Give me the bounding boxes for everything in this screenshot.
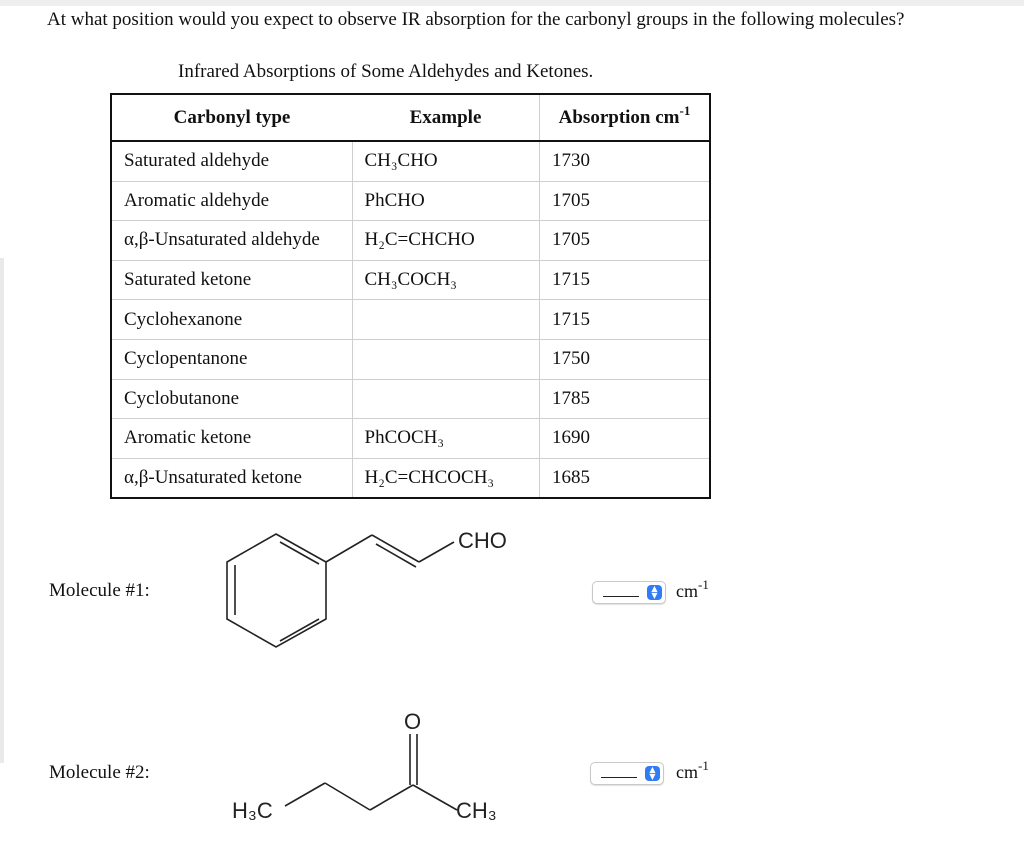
table-row: [111, 181, 710, 221]
cell-absorption: 1715: [540, 300, 711, 340]
header-absorption: Absorption $cm^{-1}$: [540, 94, 711, 141]
molecule-2-structure: [220, 706, 540, 836]
molecule-1-structure: [220, 520, 540, 650]
cell-absorption: 1750: [540, 339, 711, 379]
molecule-2-label: Molecule #2:: [49, 762, 150, 783]
ir-absorption-table: [110, 93, 711, 499]
cell-carbonyl-type: Cyclobutanone: [111, 379, 352, 419]
molecule-2-ch3-label: CH₃: [456, 798, 497, 823]
table-row: [111, 141, 710, 181]
select-arrows-icon: ▲ ▼: [645, 766, 660, 781]
cell-absorption: 1705: [540, 221, 711, 261]
cell-carbonyl-type: Aromatic aldehyde: [111, 181, 352, 221]
table-row: [111, 419, 710, 459]
molecule-1-label: Molecule #1:: [49, 580, 150, 601]
cell-example: CH₃CHO: [352, 141, 540, 181]
cell-carbonyl-type: α,β-Unsaturated ketone: [111, 458, 352, 498]
header-unit-exponent: -1: [679, 102, 691, 118]
top-bar: [0, 0, 1024, 6]
cell-absorption: 1690: [540, 419, 711, 459]
molecule-1-select-blank: [603, 596, 639, 597]
cell-absorption: 1730: [540, 141, 711, 181]
cell-absorption: 1685: [552, 467, 590, 489]
table-row: [111, 339, 710, 379]
molecule-1-cho-label: CHO: [458, 528, 507, 553]
cell-absorption: 1705: [540, 181, 711, 221]
cell-example: H₂C=CHCHO: [352, 221, 540, 261]
table-caption: Infrared Absorptions of Some Aldehydes and Ketones.: [178, 61, 594, 82]
cell-example: [352, 300, 540, 340]
header-example: Example: [352, 94, 540, 141]
cell-carbonyl-type: Cyclohexanone: [111, 300, 352, 340]
molecule-1-unit: $cm^{-1}$: [676, 577, 709, 601]
cell-example: CH₃COCH₃: [352, 260, 540, 300]
molecule-2-select-blank: [601, 777, 637, 778]
molecule-2-answer-select[interactable]: [590, 762, 664, 785]
select-arrows-icon: ▲ ▼: [647, 585, 662, 600]
molecule-2-h3c-label: H₃C: [232, 798, 273, 823]
cell-example: H₂C=CHCOCH₃: [352, 458, 540, 498]
header-carbonyl-type: Carbonyl type: [111, 94, 352, 141]
cell-example: PhCHO: [352, 181, 540, 221]
table-row: [111, 300, 710, 340]
cell-example: [352, 379, 540, 419]
cell-carbonyl-type: α,β-Unsaturated aldehyde: [111, 221, 352, 261]
cell-example: PhCOCH₃: [352, 419, 540, 459]
cell-absorption: 1715: [540, 260, 711, 300]
molecule-2-oxygen-label: O: [404, 709, 422, 734]
left-edge-strip: [0, 258, 4, 763]
molecule-2-unit: $cm^{-1}$: [676, 758, 709, 782]
table-row: [111, 260, 710, 300]
molecule-1-answer-select[interactable]: [592, 581, 666, 604]
table-row: [111, 221, 710, 261]
table-header-row: [111, 94, 710, 141]
cell-carbonyl-type: Aromatic ketone: [111, 419, 352, 459]
cell-carbonyl-type: Cyclopentanone: [111, 339, 352, 379]
table-row: [111, 379, 710, 419]
cell-carbonyl-type: Saturated ketone: [111, 260, 352, 300]
cell-absorption: 1785: [540, 379, 711, 419]
cell-example: [352, 339, 540, 379]
cell-carbonyl-type: Saturated aldehyde: [111, 141, 352, 181]
table-body: [111, 141, 710, 498]
question-text: At what position would you expect to observe IR absorption for the carbonyl groups in the following molecules?: [47, 9, 905, 30]
table-row: [111, 458, 710, 498]
